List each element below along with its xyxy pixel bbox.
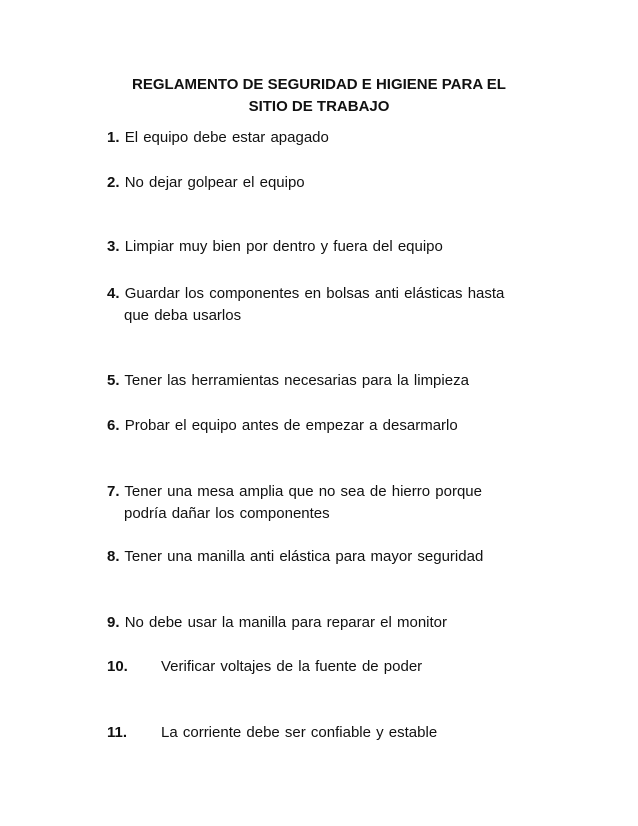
item-number: 8. xyxy=(107,548,120,565)
item-text: Tener una manilla anti elástica para mayor seguridad xyxy=(124,548,484,565)
item-text: Limpiar muy bien por dentro y fuera del equipo xyxy=(124,238,443,255)
list-item-2 xyxy=(107,172,577,194)
item-text: Tener las herramientas necesarias para la limpieza xyxy=(124,372,469,389)
list-item-4 xyxy=(107,283,577,327)
list-item-8 xyxy=(107,546,577,568)
title-line-1: REGLAMENTO DE SEGURIDAD E HIGIENE PARA EL xyxy=(132,76,506,93)
item-number: 10. xyxy=(107,658,128,675)
item-number: 2. xyxy=(107,174,120,191)
item-text: Verificar voltajes de la fuente de poder xyxy=(161,658,423,675)
item-text: La corriente debe ser confiable y estable xyxy=(161,724,438,741)
list-item-11 xyxy=(107,722,577,744)
item-text-continuation: podría dañar los componentes xyxy=(124,505,330,522)
list-item-1 xyxy=(107,127,577,149)
item-number: 3. xyxy=(107,238,120,255)
item-text: El equipo debe estar apagado xyxy=(124,129,329,146)
list-item-9 xyxy=(107,612,577,634)
item-number: 11. xyxy=(107,724,128,741)
item-number: 6. xyxy=(107,417,120,434)
item-text: Probar el equipo antes de empezar a desarmarlo xyxy=(124,417,458,434)
item-text: No debe usar la manilla para reparar el monitor xyxy=(124,614,448,631)
item-text: Guardar los componentes en bolsas anti elásticas hasta xyxy=(124,285,505,302)
item-number: 9. xyxy=(107,614,120,631)
item-number: 4. xyxy=(107,285,120,302)
document-title xyxy=(60,74,578,118)
item-number: 7. xyxy=(107,483,120,500)
item-text: Tener una mesa amplia que no sea de hierro porque xyxy=(124,483,482,500)
list-item-6 xyxy=(107,415,577,437)
list-item-3 xyxy=(107,236,577,258)
list-item-10 xyxy=(107,656,577,678)
title-line-2: SITIO DE TRABAJO xyxy=(248,98,390,115)
item-text-continuation: que deba usarlos xyxy=(124,307,242,324)
item-text: No dejar golpear el equipo xyxy=(124,174,305,191)
item-number: 1. xyxy=(107,129,120,146)
item-number: 5. xyxy=(107,372,120,389)
list-item-7 xyxy=(107,481,577,525)
list-item-5 xyxy=(107,370,577,392)
